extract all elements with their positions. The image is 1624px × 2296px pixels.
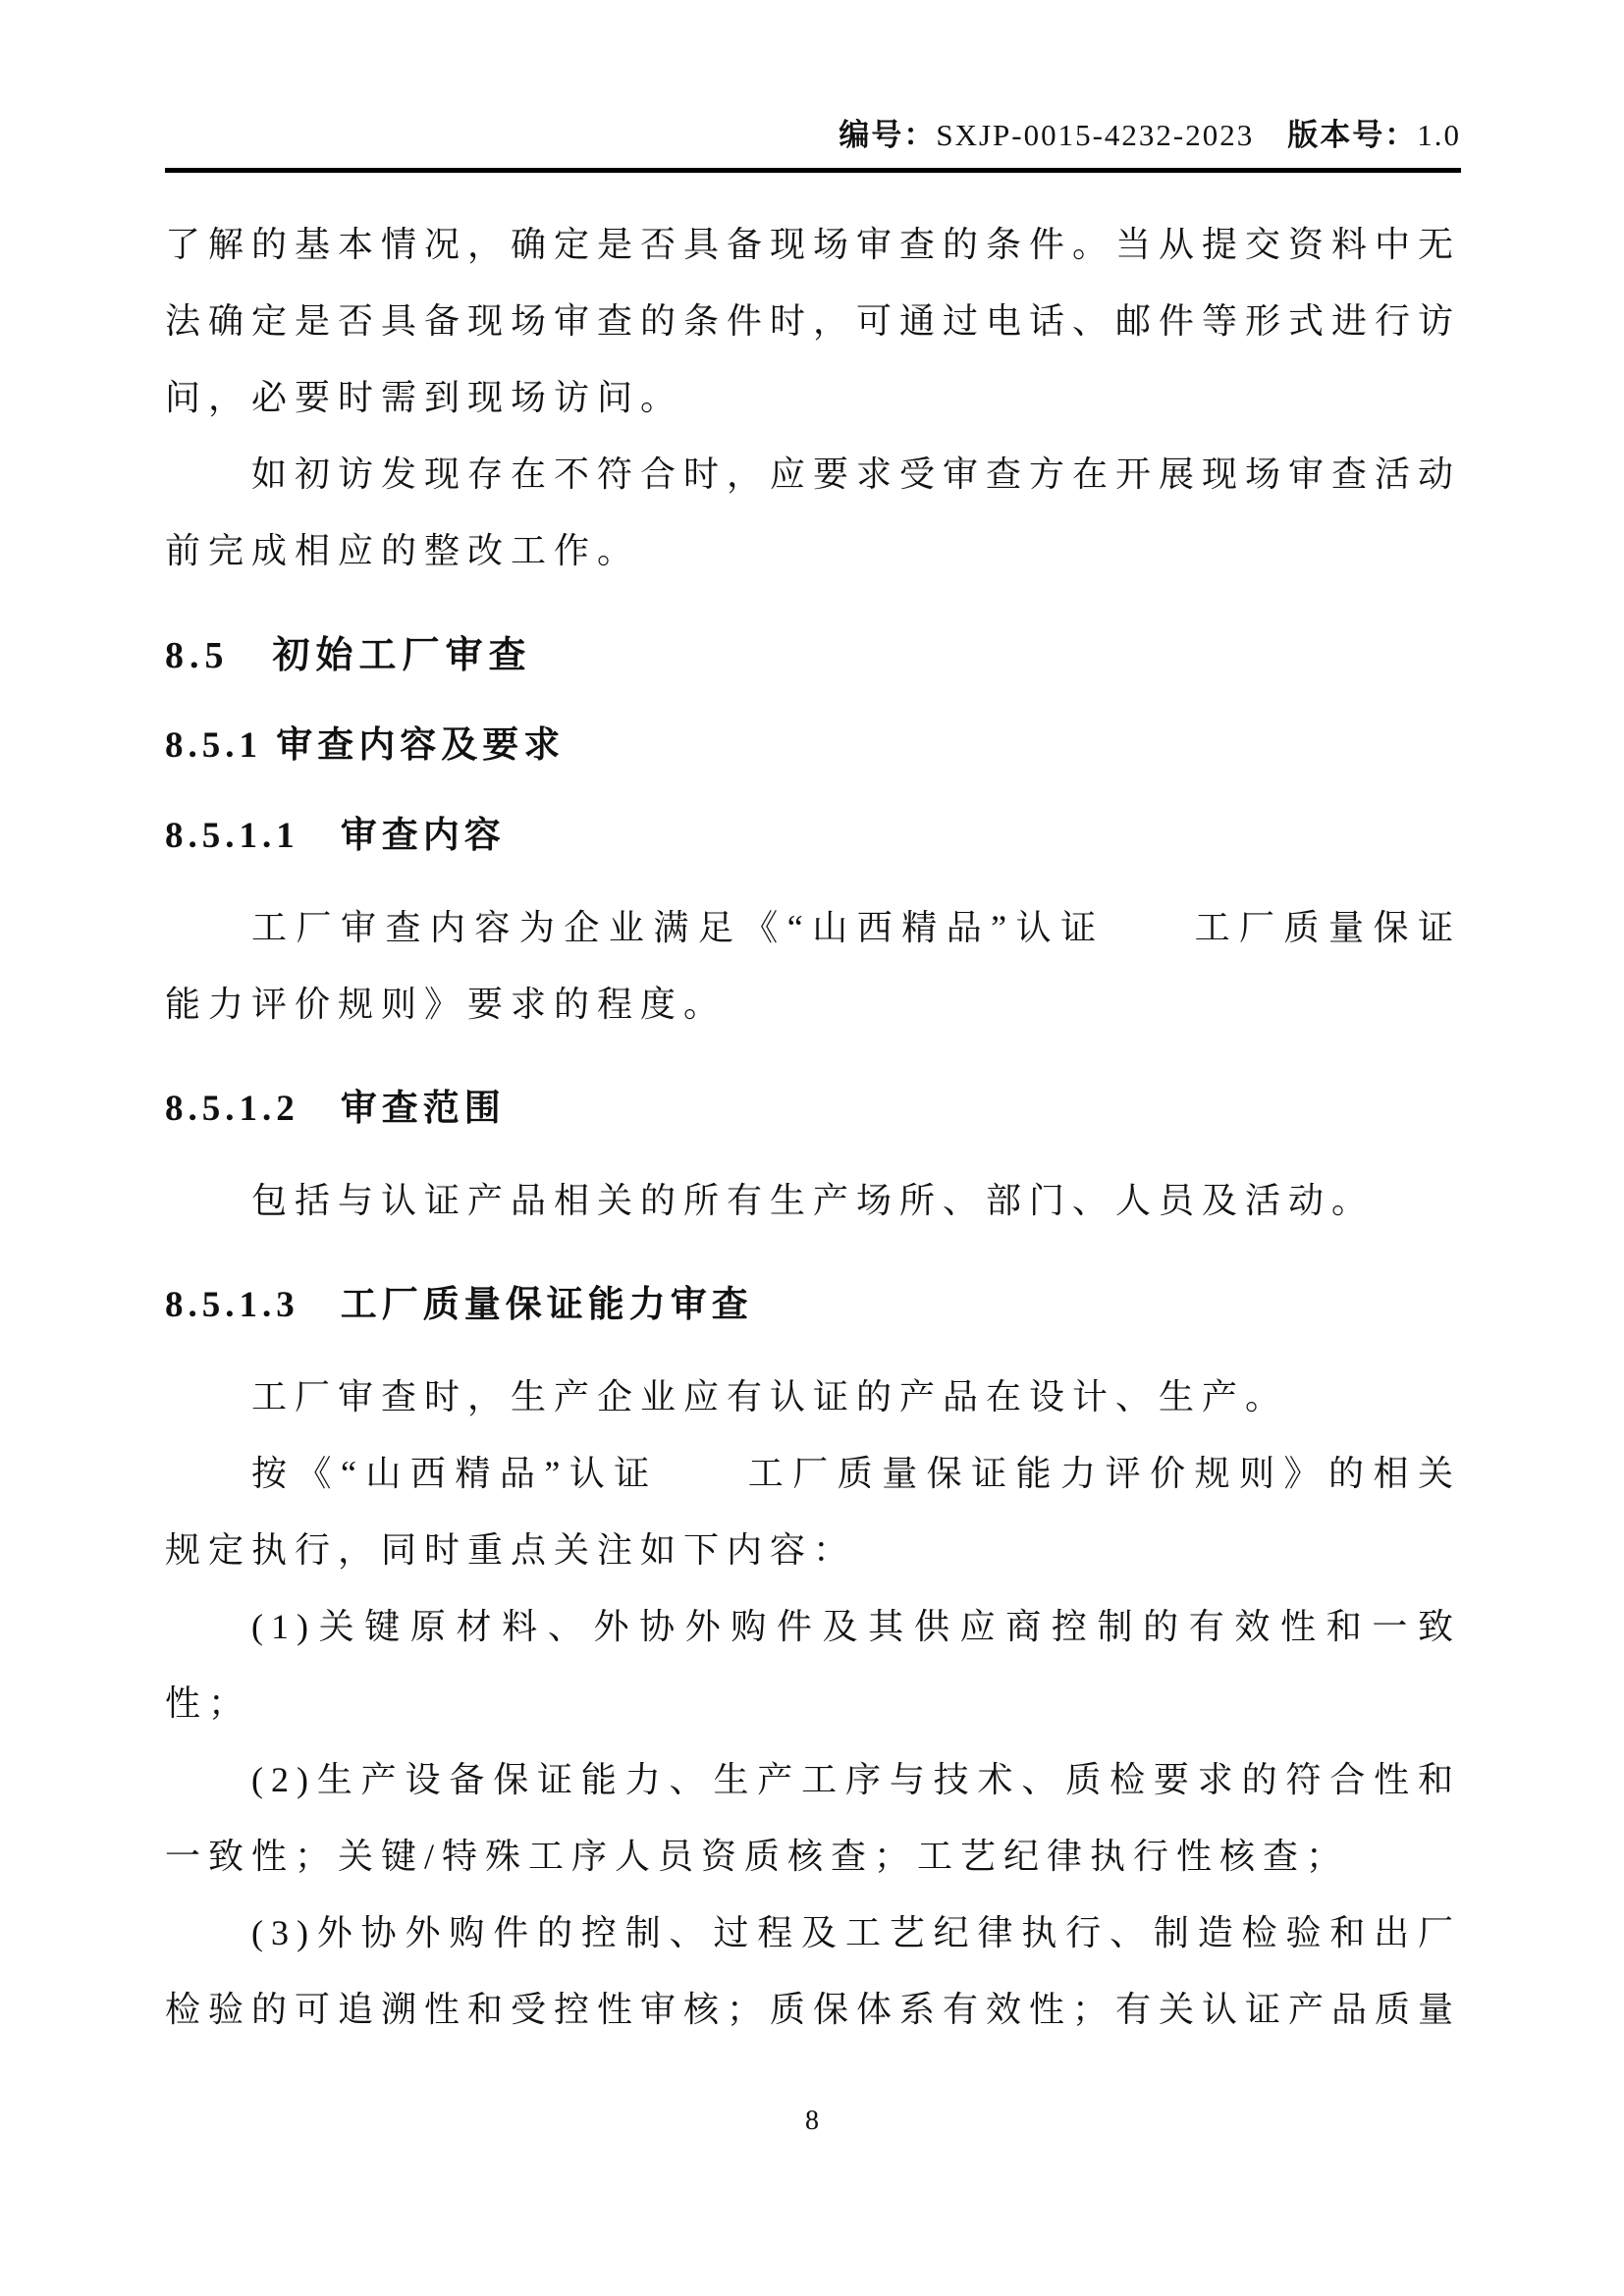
paragraph-audit-scope: 包括与认证产品相关的所有生产场所、部门、人员及活动。 <box>251 1181 1376 1220</box>
page-header <box>165 110 1461 154</box>
paragraph-continuation: 了解的基本情况，确定是否具备现场审查的条件。当从提交资料中无法确定是否具备现场审查的条件时，可通过电话、邮件等形式进行访问，必要时需到现场访问。 <box>165 225 1462 417</box>
paragraph-item-1: (1)关键原材料、外协外购件及其供应商控制的有效性和一致性； <box>165 1607 1461 1723</box>
paragraph-initial-visit: 如初访发现存在不符合时，应要求受审查方在开展现场审查活动前完成相应的整改工作。 <box>165 454 1462 570</box>
heading-8-5-1-1: 8.5.1.1 审查内容 <box>165 816 506 856</box>
paragraph-audit-content: 工厂审查内容为企业满足《“山西精品”认证 工厂质量保证能力评价规则》要求的程度。 <box>165 908 1461 1024</box>
version-label: 版本号： <box>1287 118 1418 152</box>
version-value: 1.0 <box>1417 118 1461 152</box>
heading-8-5-1-3: 8.5.1.3 工厂质量保证能力审查 <box>165 1285 753 1325</box>
heading-8-5: 8.5 初始工厂审查 <box>165 635 532 676</box>
paragraph-item-2: (2)生产设备保证能力、生产工序与技术、质检要求的符合性和一致性；关键/特殊工序人员资质核查；工艺纪律执行性核查； <box>165 1760 1461 1876</box>
heading-8-5-1-2: 8.5.1.2 审查范围 <box>165 1089 506 1129</box>
page-number: 8 <box>805 2106 819 2136</box>
paragraph-factory-rules: 按《“山西精品”认证 工厂质量保证能力评价规则》的相关规定执行，同时重点关注如下内容： <box>165 1454 1461 1570</box>
heading-8-5-1: 8.5.1 审查内容及要求 <box>165 725 566 766</box>
header-divider <box>165 168 1461 173</box>
paragraph-item-3: (3)外协外购件的控制、过程及工艺纪律执行、制造检验和出厂检验的可追溯性和受控性审核；质保体系有效性；有关认证产品质量 <box>165 1913 1462 2029</box>
paragraph-factory-design: 工厂审查时，生产企业应有认证的产品在设计、生产。 <box>251 1377 1289 1416</box>
doc-number-label: 编号： <box>839 118 937 152</box>
page-footer <box>0 2106 1624 2137</box>
doc-number-value: SXJP-0015-4232-2023 <box>936 118 1255 152</box>
document-body <box>165 206 1461 2048</box>
